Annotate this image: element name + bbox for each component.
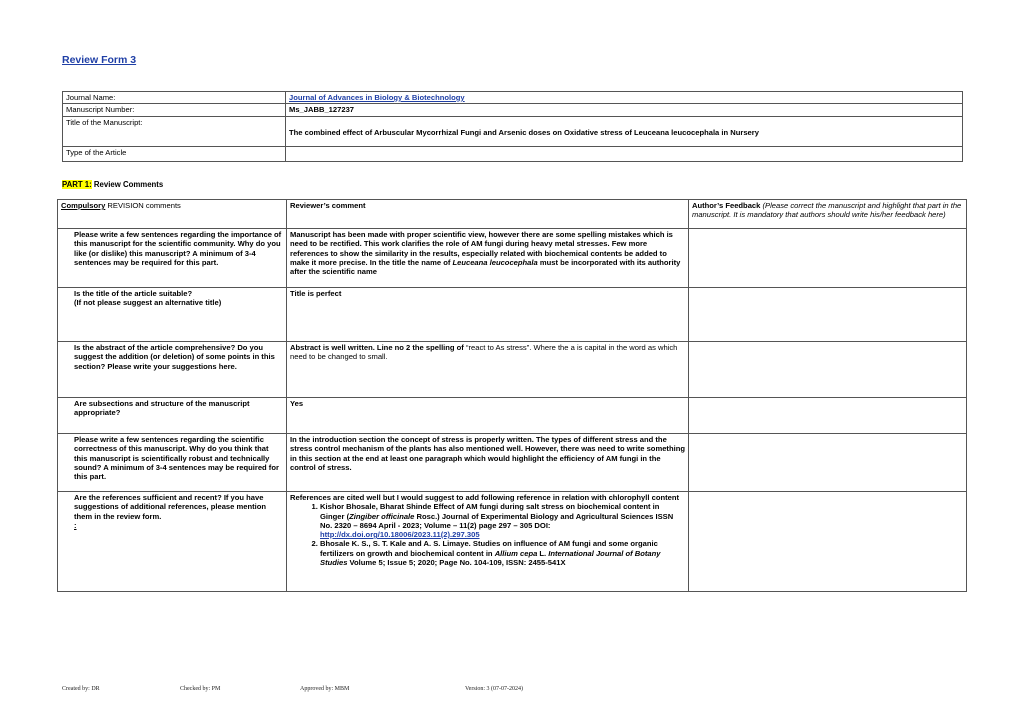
feedback-correctness[interactable] [689, 434, 967, 492]
ref1-b: Rosc.) Journal of Experimental Biology and Agricultural Sciences ISSN No. 2320 – 8694 April - 2023; Volume – 11(2) page 297 – 305 DOI: [320, 511, 674, 530]
ref2-italic1: Allium cepa [494, 548, 538, 558]
ref2-c: Volume 5; Issue 5; 2020; Page No. 104-109, ISSN: 2455-541X [347, 557, 566, 567]
question-references-extra: : [74, 520, 77, 530]
part1-label: PART 1: [62, 180, 92, 189]
col3-header-bold: Author’s Feedback [692, 201, 761, 210]
col3-header-rest: (Please correct the manuscript and highlight that part in the manuscript. It is mandatory that authors should write his/her feedback here) [692, 201, 962, 220]
header-row [58, 200, 967, 229]
review-row-abstract [58, 342, 967, 398]
question-title: Is the title of the article suitable? (If not please suggest an alternative title) [58, 288, 287, 342]
title-label: Title of the Manuscript: [63, 116, 286, 146]
manuscript-number-label: Manuscript Number: [63, 104, 286, 116]
footer-checked: Checked by: PM [180, 686, 221, 692]
journal-row [63, 92, 963, 104]
journal-value[interactable] [286, 92, 963, 104]
footer-version: Version: 3 (07-07-2024) [465, 686, 523, 692]
manuscript-info-table [62, 91, 963, 162]
journal-label: Journal Name: [63, 92, 286, 104]
question-abstract: Is the abstract of the article comprehensive? Do you suggest the addition (or deletion) of some points in this section? Please write your suggestions here. [58, 342, 287, 398]
title-text: The combined effect of Arbuscular Mycorrhizal Fungi and Arsenic doses on Oxidative stress of Leuceana leucocephala in Nursery [289, 127, 759, 137]
col1-header [58, 200, 287, 229]
feedback-importance[interactable] [689, 229, 967, 288]
reference-list [290, 502, 685, 567]
feedback-abstract[interactable] [689, 342, 967, 398]
form-title: Review Form 3 [62, 54, 137, 66]
ref2-italic2: International Journal of Botany Studies [320, 548, 661, 567]
question-structure: Are subsections and structure of the manuscript appropriate? [58, 398, 287, 434]
comment-importance-b: must be incorporated with its authority after the scientific name [290, 257, 681, 276]
col1-header-bold: Compulsory [61, 201, 106, 210]
comment-importance [287, 229, 689, 288]
comment-abstract-rest: “react to As stress”. Where the a is capital in the word as which need to be changed to small. [290, 343, 678, 362]
title-value [286, 116, 963, 146]
manuscript-number-value: Ms_JABB_127237 [286, 104, 963, 116]
review-row-importance [58, 229, 967, 288]
comment-title: Title is perfect [287, 288, 689, 342]
comment-importance-italic: Leuceana leucocephala [452, 257, 538, 267]
part1-heading [62, 180, 163, 189]
ref1-a: Kishor Bhosale, Bharat Shinde Effect of AM fungi during salt stress on biochemical content in Ginger ( [320, 502, 660, 521]
reference-item-2 [320, 539, 685, 567]
journal-link[interactable]: Journal of Advances in Biology & Biotechnology [289, 93, 465, 102]
question-references-text: Are the references sufficient and recent? If you have suggestions of additional references, please mention them in the review form. [74, 493, 266, 521]
comment-references-intro: References are cited well but I would suggest to add following reference in relation with chlorophyll content [290, 493, 680, 502]
col1-header-rest: REVISION comments [105, 201, 181, 210]
col2-header: Reviewer’s comment [287, 200, 689, 229]
reference-item-1 [320, 502, 685, 539]
review-comments-table [57, 199, 967, 592]
type-label: Type of the Article [63, 146, 286, 161]
ref2-a: Bhosale K. S., S. T. Kale and A. S. Limaye. Studies on influence of AM fungi and some organic fertilizers on growth and biochemical content in [320, 539, 658, 558]
manuscript-number-row [63, 104, 963, 116]
footer-approved: Approved by: MBM [300, 686, 350, 692]
review-row-correctness [58, 434, 967, 492]
col3-header [689, 200, 967, 229]
title-row [63, 116, 963, 146]
review-row-title [58, 288, 967, 342]
footer-created: Created by: DR [62, 686, 100, 692]
type-value[interactable] [286, 146, 963, 161]
feedback-references[interactable] [689, 492, 967, 592]
comment-structure: Yes [287, 398, 689, 434]
comment-importance-a: Manuscript has been made with proper scientific view, however there are some spelling mistakes which is need to be rectified. This work clarifies the role of AM fungi during heavy metal stresses. Few more references to show the similarity in the results, especially related with biochemical contents be added to make it more precise. In the title the name of [290, 230, 673, 267]
question-importance: Please write a few sentences regarding the importance of this manuscript for the scientific community. Why do you like (or dislike) this manuscript? A minimum of 3-4 sentences may be required for this part. [58, 229, 287, 288]
review-row-references [58, 492, 967, 592]
feedback-title[interactable] [689, 288, 967, 342]
comment-correctness: In the introduction section the concept of stress is properly written. The types of different stress and the stress control mechanism of the plants has also mentioned well. However, there was need to write something in this section at the end at least one paragraph which would highlight the efficiency of AM fungi in the control of stress. [287, 434, 689, 492]
ref1-italic: Zingiber officinale [349, 511, 415, 521]
type-row [63, 146, 963, 161]
comment-abstract-bold: Abstract is well written. Line no 2 the spelling of [290, 343, 464, 352]
feedback-structure[interactable] [689, 398, 967, 434]
part1-title: Review Comments [91, 180, 164, 189]
question-correctness: Please write a few sentences regarding the scientific correctness of this manuscript. Why do you think that this manuscript is scientifically robust and technically sound? A minimum of 3-4 sentences may be required for this part. [58, 434, 287, 492]
comment-references [287, 492, 689, 592]
comment-abstract [287, 342, 689, 398]
review-row-structure [58, 398, 967, 434]
ref1-doi-link[interactable]: http://dx.doi.org/10.18006/2023.11(2).297.305 [320, 530, 480, 539]
question-references [58, 492, 287, 592]
ref2-b: L. [537, 548, 549, 558]
